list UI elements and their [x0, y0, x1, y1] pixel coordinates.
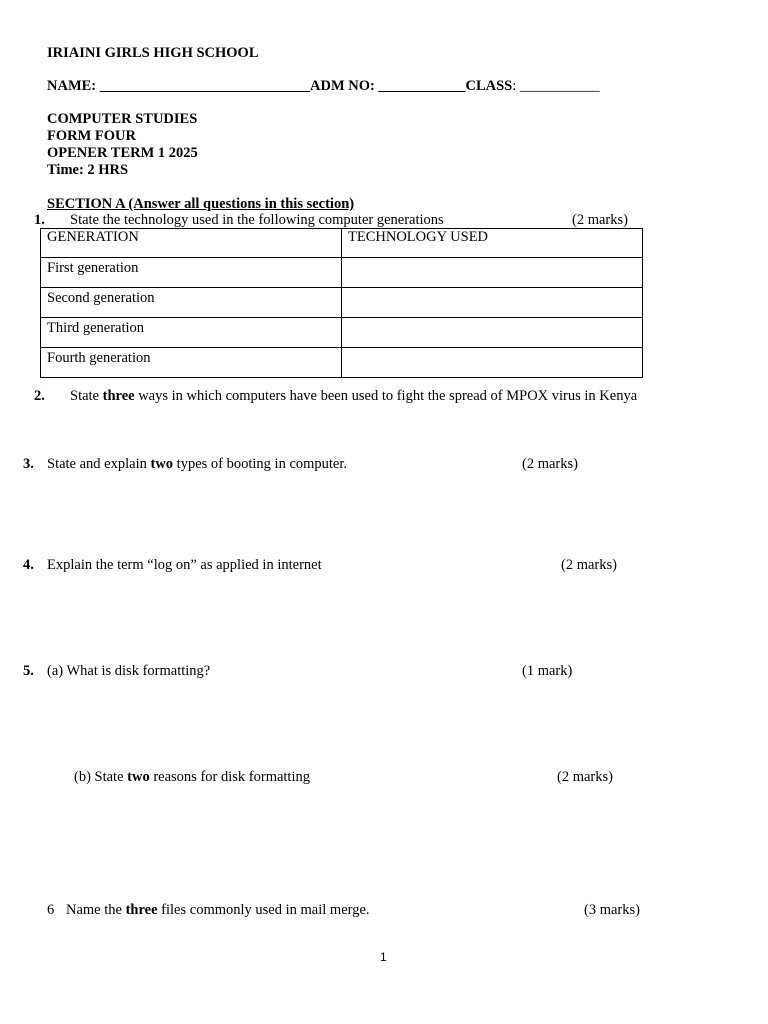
table-row [41, 288, 643, 318]
q6-text-start: Name the [66, 902, 126, 918]
table-row [41, 348, 643, 378]
generation-cell: Second generation [41, 288, 342, 318]
q1-marks: (2 marks) [572, 212, 628, 228]
name-label: NAME: _____________________________ [47, 78, 311, 94]
form-level: FORM FOUR [47, 128, 136, 144]
q4-text: Explain the term “log on” as applied in internet [47, 557, 322, 573]
q5a-text: (a) What is disk formatting? [47, 663, 211, 679]
q4-marks: (2 marks) [561, 557, 617, 573]
q1-text: State the technology used in the following computer generations [70, 212, 444, 228]
generations-table [40, 228, 643, 378]
student-details-line [47, 79, 600, 94]
table-row [41, 258, 643, 288]
subject-title: COMPUTER STUDIES [47, 111, 198, 127]
class-blank: : ___________ [512, 78, 600, 94]
table-header-cell: GENERATION [41, 229, 342, 258]
q3-text-start: State and explain [47, 456, 151, 472]
q1-number: 1. [34, 212, 45, 228]
q6-emphasis: three [125, 902, 158, 918]
q5b-emphasis: two [127, 769, 150, 785]
page-number: 1 [380, 950, 387, 964]
section-a-heading: SECTION A (Answer all questions in this section) [47, 196, 355, 212]
class-label: CLASS [465, 78, 513, 94]
exam-time: Time: 2 HRS [47, 162, 129, 178]
q2-emphasis: three [102, 388, 135, 404]
q2-number: 2. [34, 388, 45, 404]
table-row [41, 318, 643, 348]
q5b-text-start: (b) State [74, 769, 128, 785]
q6-number: 6 [47, 902, 55, 918]
q6-marks: (3 marks) [584, 902, 640, 918]
generation-cell: Fourth generation [41, 348, 342, 378]
q5b-text [74, 770, 310, 785]
q2-text [70, 389, 637, 404]
q3-number: 3. [23, 456, 34, 472]
table-header-cell: TECHNOLOGY USED [342, 229, 643, 258]
q4-number: 4. [23, 557, 34, 573]
q3-marks: (2 marks) [522, 456, 578, 472]
technology-answer-cell [342, 288, 643, 318]
q3-text [47, 457, 347, 472]
q3-emphasis: two [150, 456, 174, 472]
technology-answer-cell [342, 318, 643, 348]
generation-cell: First generation [41, 258, 342, 288]
q2-text-end: ways in which computers have been used to fight the spread of MPOX virus in Kenya [134, 388, 638, 404]
table-header-row [41, 229, 643, 258]
q6-text-end: files commonly used in mail merge. [157, 902, 370, 918]
q6-text [66, 903, 370, 918]
generation-cell: Third generation [41, 318, 342, 348]
technology-answer-cell [342, 258, 643, 288]
exam-title: OPENER TERM 1 2025 [47, 145, 198, 161]
adm-no-label: ADM NO: ____________ [310, 78, 466, 94]
q5a-marks: (1 mark) [522, 663, 573, 679]
school-name: IRIAINI GIRLS HIGH SCHOOL [47, 45, 259, 61]
q5b-marks: (2 marks) [557, 769, 613, 785]
q5b-text-end: reasons for disk formatting [149, 769, 310, 785]
q2-text-start: State [70, 388, 103, 404]
q5-number: 5. [23, 663, 34, 679]
technology-answer-cell [342, 348, 643, 378]
q3-text-end: types of booting in computer. [173, 456, 348, 472]
